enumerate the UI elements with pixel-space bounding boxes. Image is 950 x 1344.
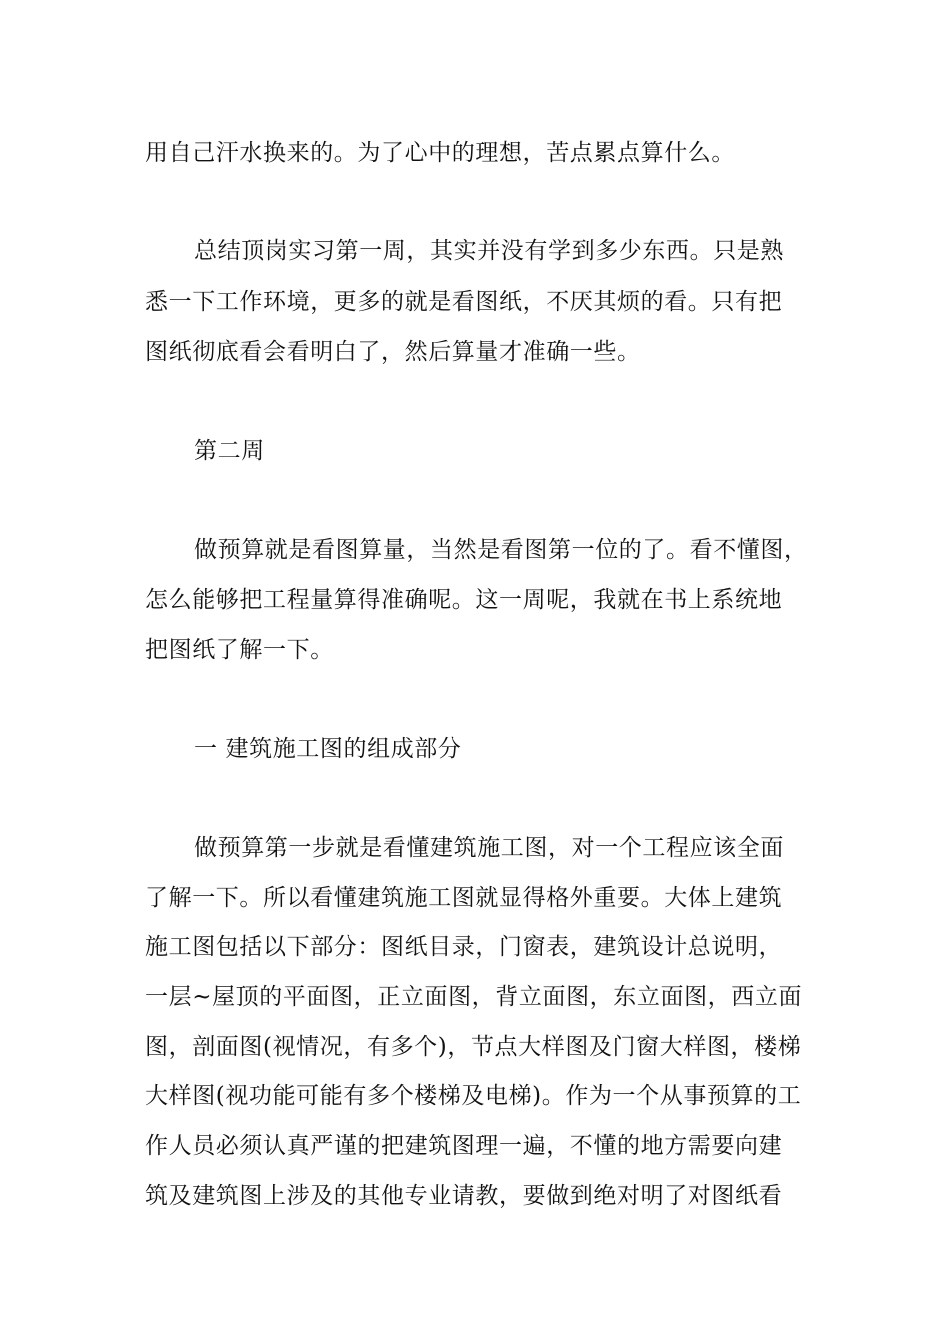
text-line: 图，剖面图(视情况，有多个)，节点大样图及门窗大样图，楼梯 xyxy=(145,1034,802,1060)
section-heading: 第二周 xyxy=(194,438,265,464)
section-heading: 一 建筑施工图的组成部分 xyxy=(194,736,462,762)
text-line: 把图纸了解一下。 xyxy=(145,637,334,663)
text-line: 施工图包括以下部分：图纸目录，门窗表，建筑设计总说明， xyxy=(145,934,783,960)
text-line: 图纸彻底看会看明白了，然后算量才准确一些。 xyxy=(145,339,641,365)
text-line: 一层~屋顶的平面图，正立面图，背立面图，东立面图，西立面 xyxy=(145,984,803,1010)
text-line: 做预算就是看图算量，当然是看图第一位的了。看不懂图， xyxy=(194,537,808,563)
text-line: 悉一下工作环境，更多的就是看图纸，不厌其烦的看。只有把 xyxy=(145,289,783,315)
text-line: 筑及建筑图上涉及的其他专业请教，要做到绝对明了对图纸看 xyxy=(145,1183,783,1209)
text-line: 做预算第一步就是看懂建筑施工图，对一个工程应该全面 xyxy=(194,835,784,861)
text-line: 怎么能够把工程量算得准确呢。这一周呢，我就在书上系统地 xyxy=(145,587,783,613)
text-line: 了解一下。所以看懂建筑施工图就显得格外重要。大体上建筑 xyxy=(145,885,783,911)
text-line: 总结顶岗实习第一周，其实并没有学到多少东西。只是熟 xyxy=(194,238,784,264)
text-line: 用自己汗水换来的。为了心中的理想，苦点累点算什么。 xyxy=(145,140,735,166)
text-line: 大样图(视功能可能有多个楼梯及电梯)。作为一个从事预算的工 xyxy=(145,1083,802,1109)
text-line: 作人员必须认真严谨的把建筑图理一遍，不懂的地方需要向建 xyxy=(145,1133,783,1159)
